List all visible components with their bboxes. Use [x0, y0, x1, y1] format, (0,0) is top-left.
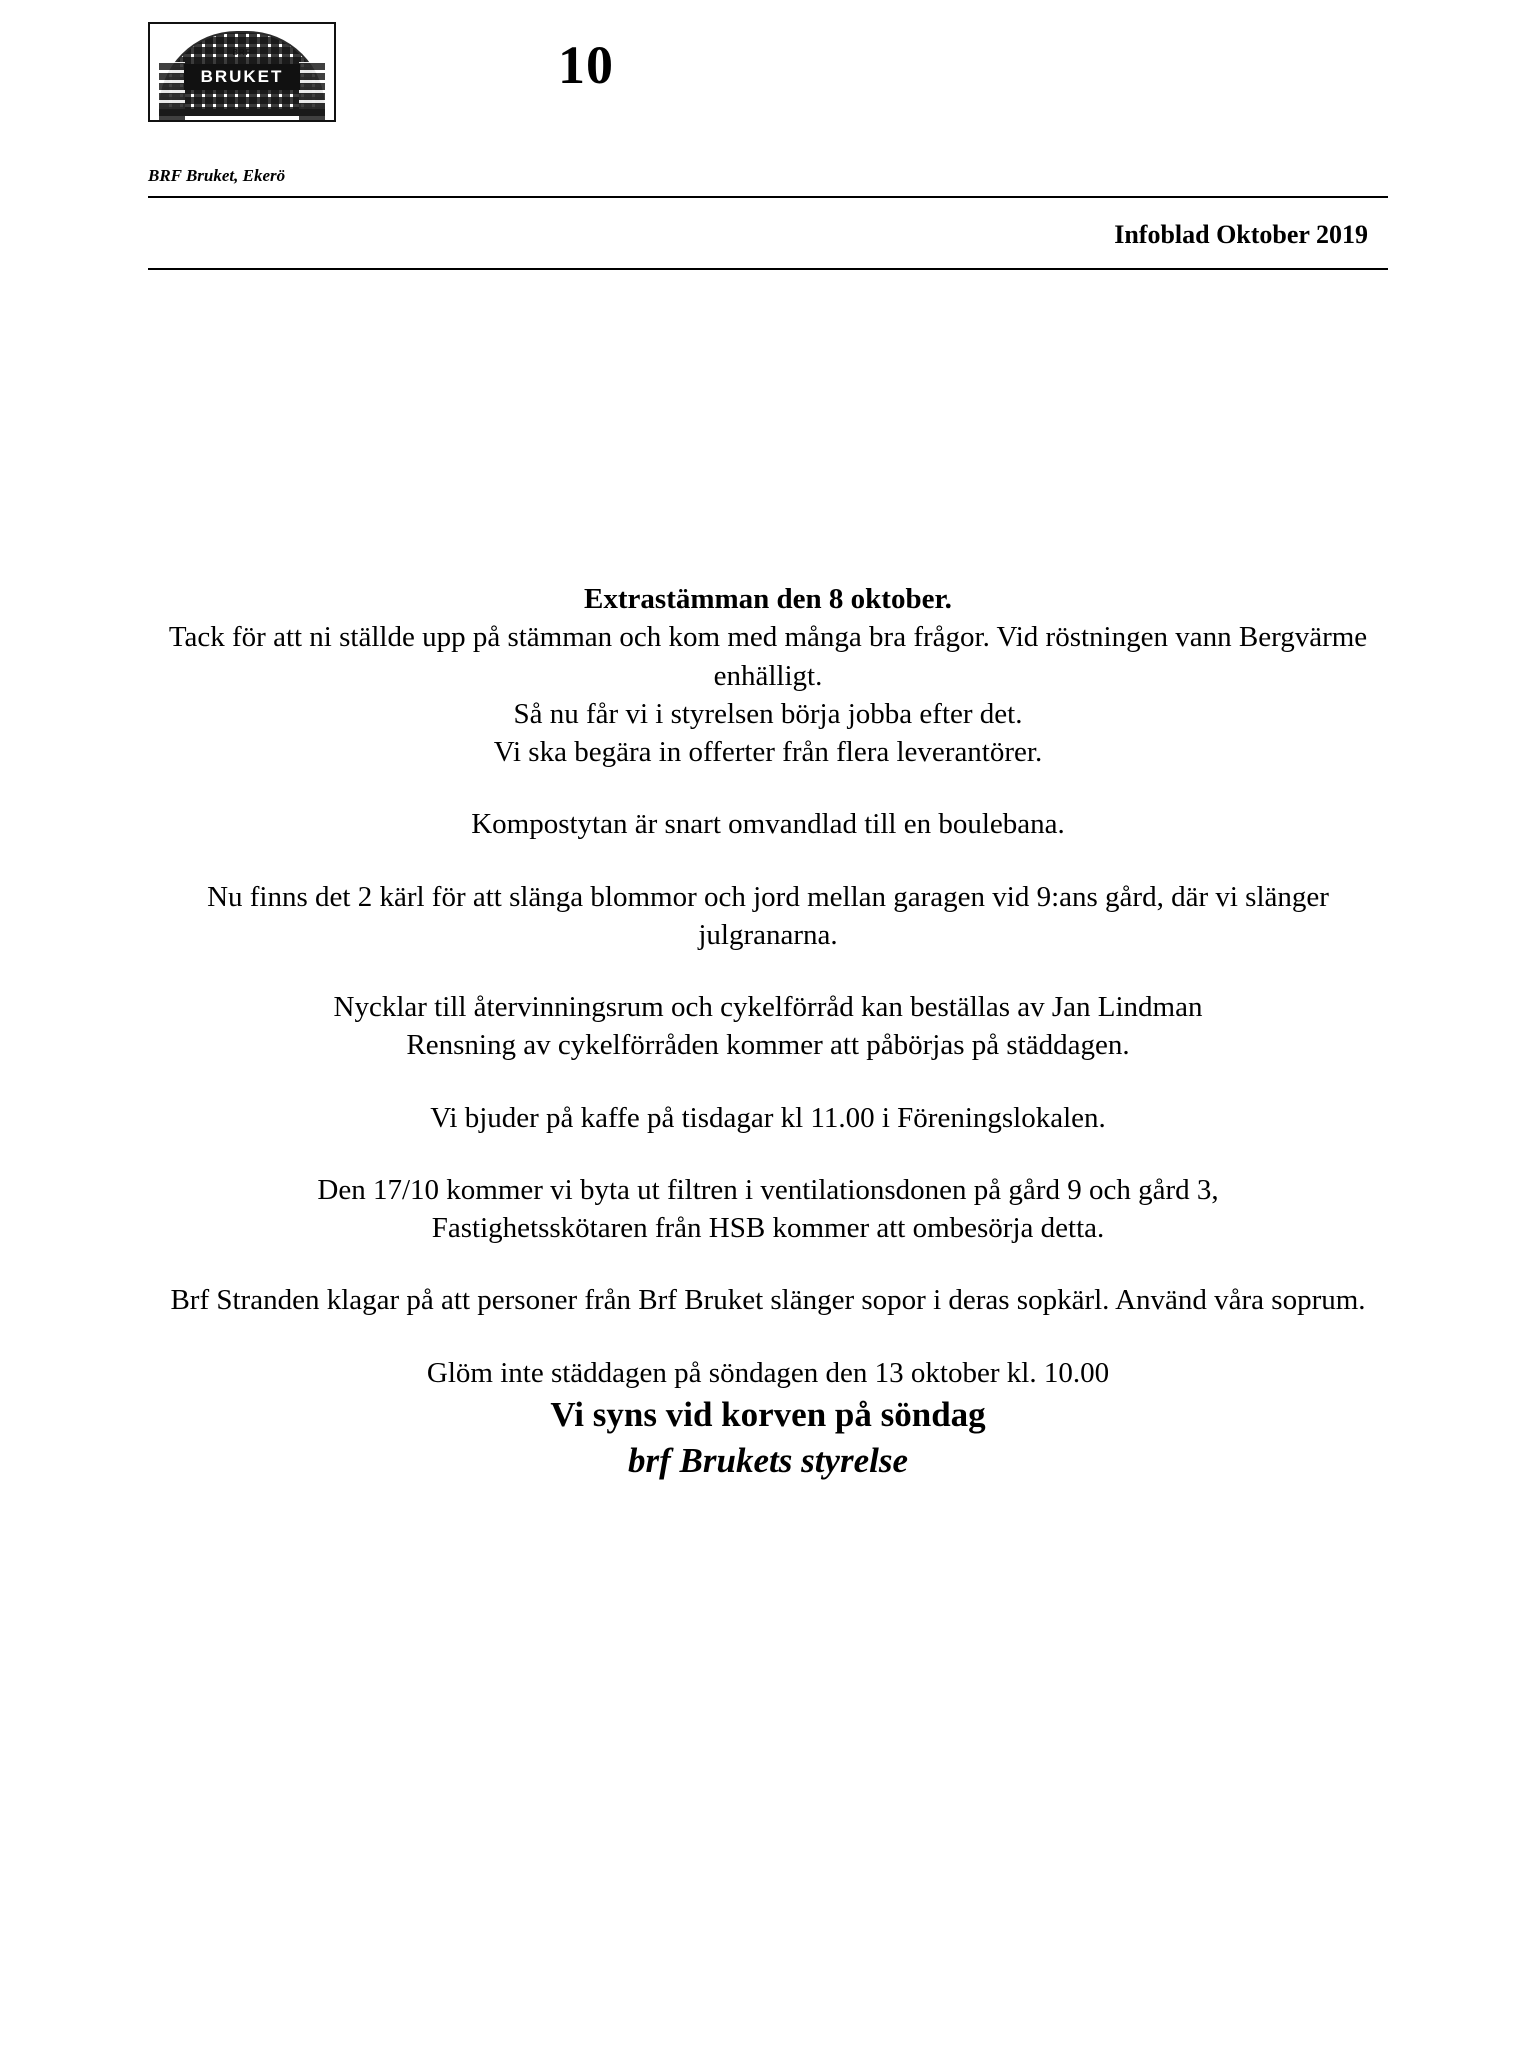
logo-sub-text: BRF — [232, 48, 252, 57]
logo-brand-text: BRUKET — [184, 64, 300, 90]
signature: brf Brukets styrelse — [628, 1441, 908, 1481]
spacer — [140, 954, 1396, 988]
paragraph-7: Rensning av cykelförråden kommer att påbörjas på städdagen. — [406, 1029, 1130, 1062]
document-header — [148, 14, 1388, 249]
paragraph-3: Vi ska begära in offerter från flera leverantörer. — [493, 736, 1043, 769]
paragraph-4: Kompostytan är snart omvandlad till en boulebana. — [471, 808, 1065, 841]
closing-line: Vi syns vid korven på söndag — [550, 1394, 986, 1434]
document-body — [140, 580, 1396, 1484]
association-name: BRF Bruket, Ekerö — [148, 166, 286, 185]
paragraph-9: Den 17/10 kommer vi byta ut filtren i ventilationsdonen på gård 9 och gård 3, — [317, 1173, 1219, 1206]
header-divider-top — [148, 196, 1388, 198]
page-number: 10 — [558, 35, 614, 95]
paragraph-6: Nycklar till återvinningsrum och cykelförråd kan beställas av Jan Lindman — [333, 991, 1203, 1024]
paragraph-12: Glöm inte städdagen på söndagen den 13 oktober kl. 10.00 — [426, 1356, 1110, 1389]
logo-base-bar — [159, 109, 325, 116]
bruket-arch-logo-icon — [148, 22, 336, 122]
header-top-row — [148, 14, 1388, 132]
header-divider-bottom — [148, 268, 1388, 270]
paragraph-10: Fastighetsskötaren från HSB kommer att ombesörja detta. — [431, 1212, 1105, 1245]
section-title: Extrastämman den 8 oktober. — [584, 583, 952, 615]
spacer — [140, 844, 1396, 878]
paragraph-5: Nu finns det 2 kärl för att slänga blommor och jord mellan garagen vid 9:ans gård, där vi slänger julgranarna. — [207, 880, 1329, 951]
spacer — [140, 1137, 1396, 1171]
spacer — [140, 1320, 1396, 1354]
paragraph-1: Tack för att ni ställde upp på stämman och kom med många bra frågor. Vid röstningen vann Bergvärme enhälligt. — [168, 621, 1368, 692]
spacer — [140, 771, 1396, 805]
spacer — [140, 1247, 1396, 1281]
paragraph-8: Vi bjuder på kaffe på tisdagar kl 11.00 i Föreningslokalen. — [430, 1101, 1106, 1134]
paragraph-2: Så nu får vi i styrelsen börja jobba efter det. — [513, 697, 1023, 730]
paragraph-11: Brf Stranden klagar på att personer från Brf Bruket slänger sopor i deras sopkärl. Använd våra soprum. — [170, 1284, 1366, 1317]
spacer — [140, 1065, 1396, 1099]
issue-title: Infoblad Oktober 2019 — [1114, 220, 1368, 249]
